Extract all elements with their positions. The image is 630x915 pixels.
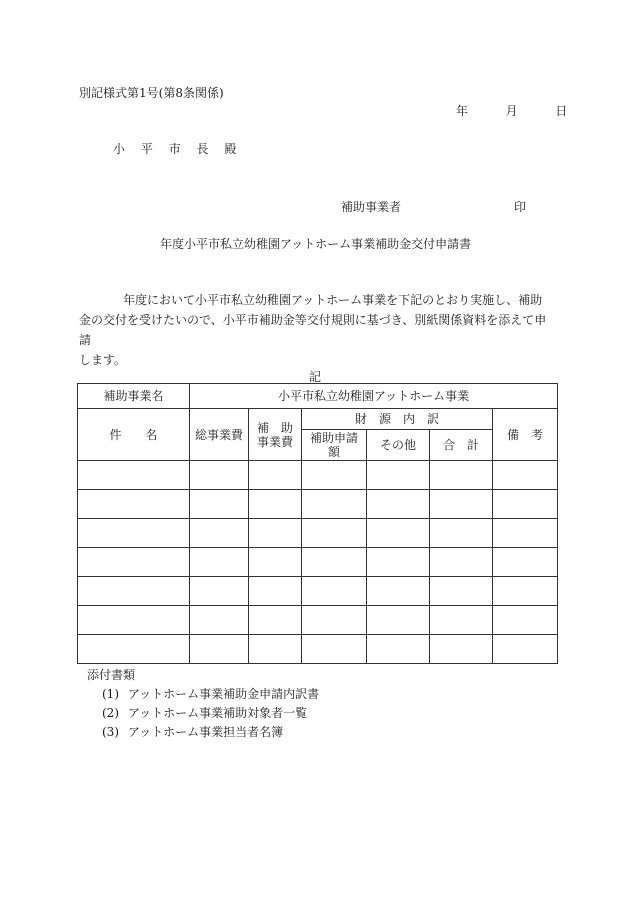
body-text	[79, 290, 557, 370]
table-row	[78, 635, 558, 664]
table-cell[interactable]	[190, 606, 249, 635]
table-cell[interactable]	[302, 461, 367, 490]
table-row	[78, 606, 558, 635]
table-cell[interactable]	[78, 519, 190, 548]
table-cell[interactable]	[430, 548, 493, 577]
attachment-text: アットホーム事業補助金申請内訳書	[128, 687, 320, 701]
table-cell[interactable]	[430, 577, 493, 606]
table-cell[interactable]	[249, 461, 302, 490]
table-cell[interactable]	[493, 461, 558, 490]
attachment-text: アットホーム事業担当者名簿	[128, 725, 284, 739]
table-cell[interactable]	[493, 577, 558, 606]
header-subsidy-cost-line1: 補 助	[256, 420, 293, 435]
header-subsidy-cost-line2: 事業費	[256, 434, 293, 449]
table-cell[interactable]	[367, 461, 430, 490]
table-cell[interactable]	[367, 490, 430, 519]
application-table	[77, 383, 558, 664]
project-name-value: 小平市私立幼稚園アットホーム事業	[190, 384, 558, 409]
table-cell[interactable]	[367, 519, 430, 548]
header-item: 件 名	[78, 409, 190, 461]
table-row	[78, 490, 558, 519]
table-cell[interactable]	[302, 635, 367, 664]
header-subsidy-request	[302, 430, 367, 461]
table-cell[interactable]	[493, 490, 558, 519]
table-cell[interactable]	[493, 548, 558, 577]
header-subsidy-cost	[249, 409, 302, 461]
form-label: 別記様式第1号(第8条関係)	[79, 86, 224, 100]
table-row	[78, 519, 558, 548]
table-cell[interactable]	[302, 519, 367, 548]
table-cell[interactable]	[367, 548, 430, 577]
table-cell[interactable]	[493, 635, 558, 664]
table-cell[interactable]	[249, 490, 302, 519]
recipient	[113, 142, 248, 156]
table-cell[interactable]	[493, 606, 558, 635]
recipient-char: 平	[140, 142, 153, 156]
recipient-char: 小	[113, 142, 126, 156]
header-remarks: 備 考	[493, 409, 558, 461]
date-year-label: 年	[456, 104, 469, 118]
attachment-number: (1)	[102, 687, 119, 701]
attachment-item	[102, 687, 319, 701]
table-cell[interactable]	[78, 577, 190, 606]
table-cell[interactable]	[249, 548, 302, 577]
header-subsidy-request-line1: 補助申請	[309, 431, 358, 445]
header-sum: 合 計	[430, 430, 493, 461]
attachment-item	[102, 725, 283, 739]
attachment-number: (2)	[102, 706, 119, 720]
attachment-text: アットホーム事業補助対象者一覧	[128, 706, 308, 720]
table-cell[interactable]	[302, 606, 367, 635]
recipient-char: 長	[196, 142, 209, 156]
table-cell[interactable]	[78, 461, 190, 490]
body-line-1: 年度において小平市私立幼稚園アットホーム事業を下記のとおり実施し、補助	[123, 293, 543, 307]
table-cell[interactable]	[190, 519, 249, 548]
body-line	[79, 290, 557, 310]
document-title: 年度小平市私立幼稚園アットホーム事業補助金交付申請書	[160, 237, 472, 251]
table-cell[interactable]	[78, 606, 190, 635]
table-cell[interactable]	[249, 606, 302, 635]
table-cell[interactable]	[302, 548, 367, 577]
attachments-title: 添付書類	[87, 668, 136, 682]
table-cell[interactable]	[78, 548, 190, 577]
table-cell[interactable]	[367, 577, 430, 606]
table-cell[interactable]	[78, 635, 190, 664]
header-funding-breakdown: 財 源 内 訳	[302, 409, 493, 430]
table-cell[interactable]	[249, 635, 302, 664]
recipient-char: 市	[168, 142, 181, 156]
table-cell[interactable]	[190, 490, 249, 519]
table-row	[78, 548, 558, 577]
table-cell[interactable]	[190, 577, 249, 606]
table-cell[interactable]	[249, 519, 302, 548]
attachment-number: (3)	[102, 725, 119, 739]
date-month-label: 月	[505, 104, 518, 118]
project-name-label: 補助事業名	[78, 384, 190, 409]
table-cell[interactable]	[367, 606, 430, 635]
ki-label: 記	[309, 370, 322, 384]
seal-mark: 印	[514, 200, 527, 214]
table-row	[78, 461, 558, 490]
date-day-label: 日	[555, 104, 568, 118]
table-cell[interactable]	[430, 606, 493, 635]
header-subsidy-request-line2: 額	[327, 445, 340, 459]
table-cell[interactable]	[493, 519, 558, 548]
applicant-label: 補助事業者	[341, 200, 402, 214]
table-cell[interactable]	[190, 548, 249, 577]
table-cell[interactable]	[430, 490, 493, 519]
table-cell[interactable]	[190, 461, 249, 490]
table-cell[interactable]	[430, 519, 493, 548]
header-other: その他	[367, 430, 430, 461]
table-cell[interactable]	[190, 635, 249, 664]
table-cell[interactable]	[302, 490, 367, 519]
recipient-char: 殿	[224, 142, 237, 156]
table-cell[interactable]	[78, 490, 190, 519]
table-row	[78, 577, 558, 606]
attachment-item	[102, 706, 307, 720]
body-line-2: 金の交付を受けたいので、小平市補助金等交付規則に基づき、別紙関係資料を添えて申請	[79, 313, 547, 347]
header-total-cost: 総事業費	[190, 409, 249, 461]
body-line-3: します。	[79, 353, 127, 367]
date-line	[456, 104, 567, 118]
table-cell[interactable]	[249, 577, 302, 606]
table-cell[interactable]	[302, 577, 367, 606]
table-cell[interactable]	[367, 635, 430, 664]
table-cell[interactable]	[430, 635, 493, 664]
table-cell[interactable]	[430, 461, 493, 490]
